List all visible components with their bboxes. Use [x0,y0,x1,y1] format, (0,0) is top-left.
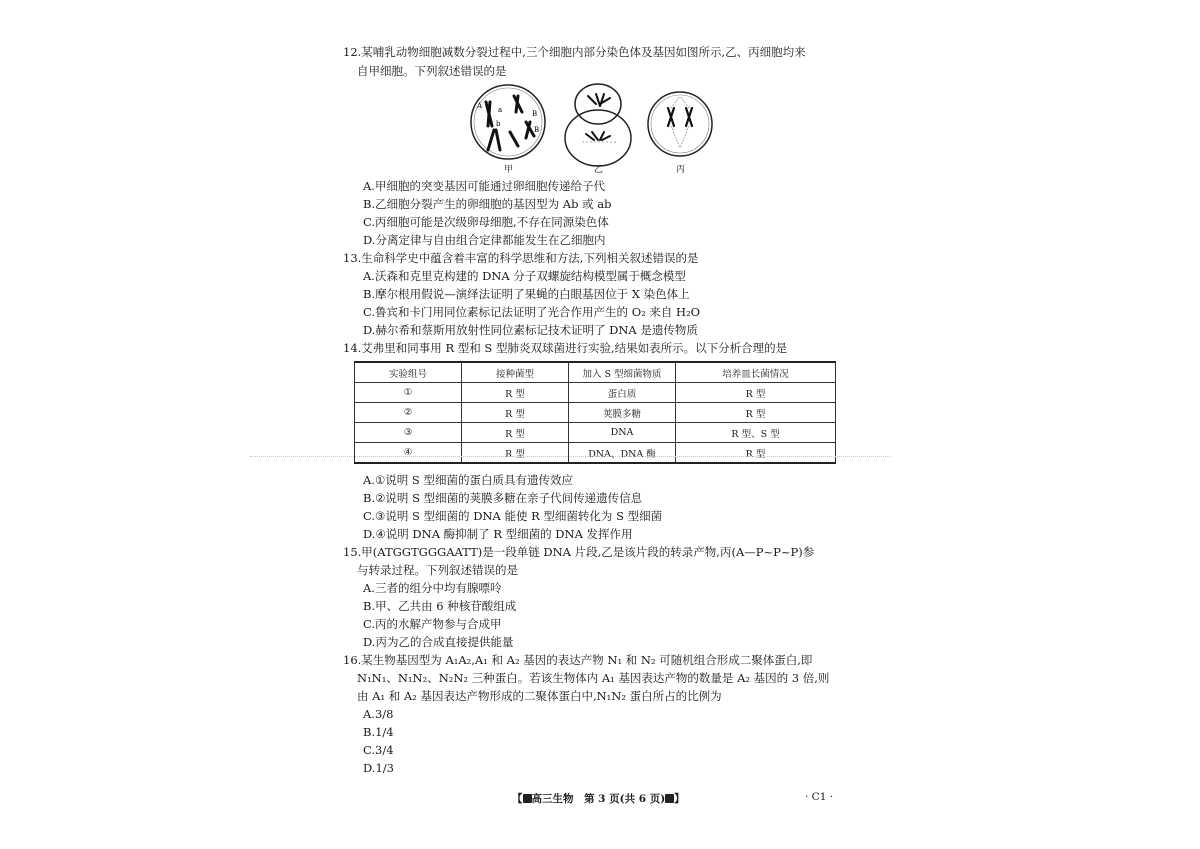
cell-label-jia: 甲 [504,165,514,175]
q12-stem-line1: 12.某哺乳动物细胞减数分裂过程中,三个细胞内部分染色体及基因如图所示,乙、丙细胞均来 [343,45,806,59]
q16-stem-line1: 16.某生物基因型为 A₁A₂,A₁ 和 A₂ 基因的表达产物 N₁ 和 N₂ 可随机组合形成二聚体蛋白,即 [343,653,813,667]
q15-stem-line1: 15.甲(ATGGTGGGAATT)是一段单链 DNA 片段,乙是该片段的转录产物,丙(A—P~P~P)参 [343,545,815,559]
table-row [355,403,836,423]
experiment-table [354,361,836,464]
scan-fold-line [250,456,890,457]
publisher-logo-icon [523,794,532,803]
q14-option-a: A.①说明 S 型细菌的蛋白质具有遗传效应 [363,473,573,487]
table-cell: R 型 [676,403,836,423]
q15-option-c: C.丙的水解产物参与合成甲 [363,617,502,631]
q16-option-b: B.1/4 [363,725,394,739]
cell-division-figure [470,82,720,174]
table-row [355,383,836,403]
table-header: 培养皿长菌情况 [676,362,836,383]
footer-text: 高三生物 第 3 页(共 6 页) [531,793,666,805]
q16-option-c: C.3/4 [363,743,394,757]
table-header: 实验组号 [355,362,462,383]
table-cell: ④ [355,443,462,464]
q13-stem: 13.生命科学史中蕴含着丰富的科学思维和方法,下列相关叙述错误的是 [343,251,699,265]
q16-stem-line2: N₁N₁、N₁N₂、N₂N₂ 三种蛋白。若该生物体内 A₁ 基因表达产物的数量是 A₂ 基因的 3 倍,则 [357,671,830,685]
svg-text:B: B [534,126,540,134]
table-cell: R 型 [676,383,836,403]
svg-text:B: B [532,110,538,118]
table-cell: R 型 [462,423,569,443]
table-cell: ① [355,383,462,403]
table-cell: ② [355,403,462,423]
q13-option-b: B.摩尔根用假说—演绎法证明了果蝇的白眼基因位于 X 染色体上 [363,287,690,301]
cell-label-yi: 乙 [594,165,604,175]
table-cell: 荚膜多糖 [569,403,676,423]
footer-bracket-open: 【 [512,793,523,805]
q13-option-a: A.沃森和克里克构建的 DNA 分子双螺旋结构模型属于概念模型 [363,269,686,283]
q15-stem-line2: 与转录过程。下列叙述错误的是 [357,563,518,577]
q12-option-b: B.乙细胞分裂产生的卵细胞的基因型为 Ab 或 ab [363,197,612,211]
table-header: 加入 S 型细菌物质 [569,362,676,383]
q16-option-d: D.1/3 [363,761,394,775]
q12-stem-line2: 自甲细胞。下列叙述错误的是 [357,64,507,78]
table-header-row [355,362,836,383]
table-header: 接种菌型 [462,362,569,383]
q15-option-d: D.丙为乙的合成直接提供能量 [363,635,514,649]
table-row [355,423,836,443]
gene-label-A: A [477,102,483,110]
table-cell: R 型 [462,403,569,423]
publisher-logo-icon [665,794,674,803]
q16-option-a: A.3/8 [363,707,394,721]
q14-option-b: B.②说明 S 型细菌的荚膜多糖在亲子代间传递遗传信息 [363,491,643,505]
q15-option-b: B.甲、乙共由 6 种核苷酸组成 [363,599,517,613]
table-cell: ③ [355,423,462,443]
cell-label-bing: 丙 [676,165,686,175]
table-cell: R 型 [462,383,569,403]
q14-option-d: D.④说明 DNA 酶抑制了 R 型细菌的 DNA 发挥作用 [363,527,633,541]
q12-option-c: C.丙细胞可能是次级卵母细胞,不存在同源染色体 [363,215,609,229]
q13-option-c: C.鲁宾和卡门用同位素标记法证明了光合作用产生的 O₂ 来自 H₂O [363,305,701,319]
paper-code: · C1 · [805,791,834,803]
table-row [355,443,836,464]
svg-text:b: b [496,120,501,128]
table-cell: 蛋白质 [569,383,676,403]
table-cell: R 型 [462,443,569,464]
q13-option-d: D.赫尔希和蔡斯用放射性同位素标记技术证明了 DNA 是遗传物质 [363,323,698,337]
cell-diagram [470,82,720,174]
table-cell: R 型、S 型 [676,423,836,443]
q12-option-a: A.甲细胞的突变基因可能通过卵细胞传递给子代 [363,179,605,193]
svg-text:a: a [498,106,503,114]
q14-stem: 14.艾弗里和同事用 R 型和 S 型肺炎双球菌进行实验,结果如表所示。以下分析合理的是 [343,341,788,355]
q15-option-a: A.三者的组分中均有腺嘌呤 [363,581,502,595]
table-cell: DNA [569,423,676,443]
q16-stem-line3: 由 A₁ 和 A₂ 基因表达产物形成的二聚体蛋白中,N₁N₂ 蛋白所占的比例为 [357,689,722,703]
page-footer [512,791,685,806]
table-cell: DNA、DNA 酶 [569,443,676,464]
footer-bracket-close: 】 [674,793,685,805]
q12-option-d: D.分离定律与自由组合定律都能发生在乙细胞内 [363,233,606,247]
table-cell: R 型 [676,443,836,464]
q14-option-c: C.③说明 S 型细菌的 DNA 能使 R 型细菌转化为 S 型细菌 [363,509,663,523]
